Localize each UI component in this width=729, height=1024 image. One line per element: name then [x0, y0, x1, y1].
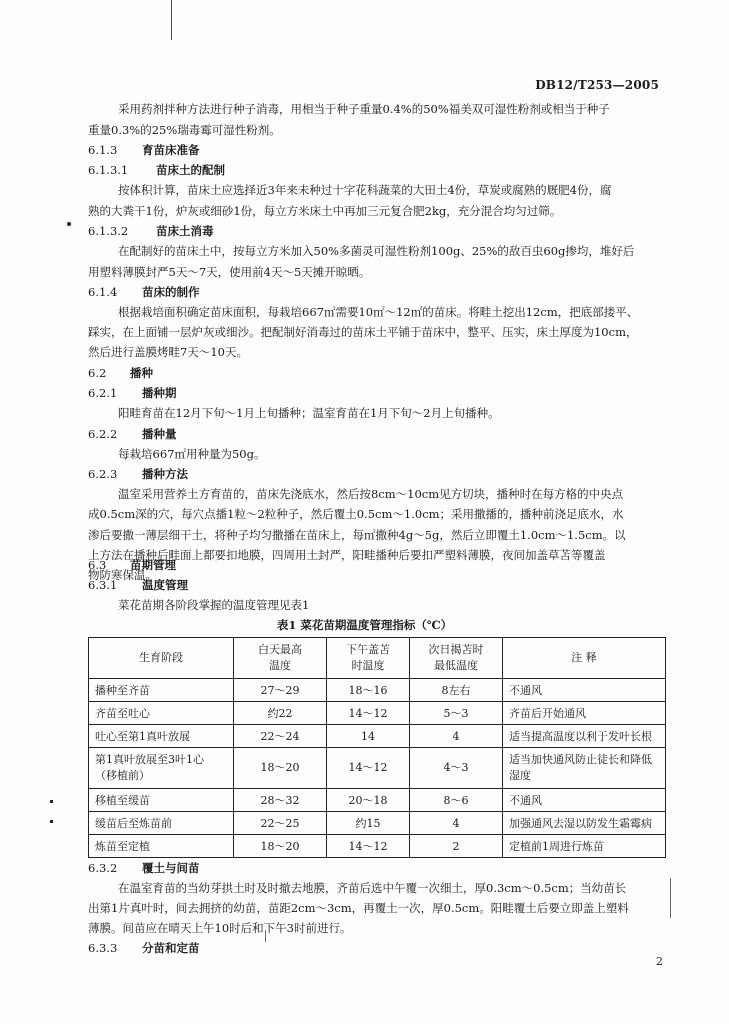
cell-day: 22～24 [234, 725, 327, 748]
paragraph-line: 然后进行盖膜烤畦7天～10天。 [88, 345, 248, 359]
section-title: 覆土与间苗 [142, 861, 200, 875]
header-label: 次日揭苫时 [428, 643, 484, 656]
section-heading-6-1-3 [88, 142, 200, 158]
paragraph-line: 每栽培667㎡用种量为50g。 [118, 447, 266, 461]
cell-note: 适当提高温度以利于发叶长根 [503, 725, 666, 748]
cell-day: 约22 [234, 702, 327, 725]
section-heading-6-1-4 [88, 284, 200, 300]
header-day-max [234, 638, 327, 679]
section-number: 6.3.2 [88, 861, 118, 875]
section-number: 6.2.2 [88, 427, 118, 441]
cell-stage-line: （移植前） [95, 769, 150, 782]
cell-day: 28～32 [234, 789, 327, 812]
section-number: 6.2.1 [88, 386, 118, 400]
cell-morning: 8～6 [410, 789, 503, 812]
table-row [89, 748, 666, 789]
paragraph-line: 阳畦育苗在12月下旬～1月上旬播种；温室育苗在1月下旬～2月上旬播种。 [118, 406, 500, 420]
page-number: 2 [656, 955, 663, 968]
header-label: 生育阶段 [139, 651, 183, 664]
paragraph-line: 温室采用营养土方育苗的，苗床先浇底水，然后按8cm～10cm见方切块，播种时在每方格的中央点 [118, 487, 624, 501]
cell-afternoon: 14～12 [327, 702, 410, 725]
header-label: 温度 [269, 659, 291, 672]
scan-dot-mark [50, 820, 53, 823]
paragraph-line: 上方法在播种后畦面上都要扣地膜，四周用土封严，阳畦播种后要扣严塑料薄膜，夜间加盖草苫等覆盖 [88, 548, 606, 562]
section-heading-6-2-2 [88, 426, 177, 442]
section-title: 播种期 [142, 386, 177, 400]
paragraph-line: 出第1片真叶时，间去拥挤的幼苗，苗距2cm～3cm，再覆土一次，厚0.5cm。阳畦覆土后要立即盖上塑料 [88, 901, 629, 915]
cell-stage: 吐心至第1真叶放展 [89, 725, 234, 748]
header-morning [410, 638, 503, 679]
section-number: 6.3.3 [88, 941, 118, 955]
section-heading-6-2-3 [88, 466, 188, 482]
table-row [89, 679, 666, 702]
section-heading-6-1-3-1 [88, 162, 225, 178]
cell-day: 22～25 [234, 812, 327, 835]
header-label: 时温度 [351, 659, 385, 672]
paragraph-line: 采用药剂拌种方法进行种子消毒，用相当于种子重量0.4%的50%福美双可湿性粉剂或相当于种子 [118, 102, 610, 116]
cell-morning: 4～3 [410, 748, 503, 789]
section-title: 苗床的制作 [142, 285, 200, 299]
cell-morning: 2 [410, 835, 503, 858]
header-note [503, 638, 666, 679]
cell-stage-line: 第1真叶放展至3叶1心 [95, 753, 204, 766]
paragraph-line: 用塑料薄膜封严5天～7天，使用前4天～5天摊开晾晒。 [88, 265, 371, 279]
paragraph-line: 熟的大粪干1份，炉灰或细砂1份，每立方米床土中再加三元复合肥2kg，充分混合均匀过筛。 [88, 204, 562, 218]
section-title: 苗期管理 [130, 558, 176, 572]
table-header-row [89, 638, 666, 679]
paragraph-line: 踩实，在上面铺一层炉灰或细沙。把配制好消毒过的苗床土平铺于苗床中，整平、压实，床土厚度为10cm， [88, 325, 638, 339]
paragraph-line: 成0.5cm深的穴，每穴点播1粒～2粒种子，然后覆土0.5cm～1.0cm；采用撒播的，播种前浇足底水，水 [88, 507, 624, 521]
paragraph-line: 按体积计算，苗床土应选择近3年来未种过十字花科蔬菜的大田土4份，草炭或腐熟的厩肥4份，腐 [118, 183, 612, 197]
cell-stage: 移植至缓苗 [89, 789, 234, 812]
paragraph-line: 渗后要撒一薄层细干土，将种子均匀撒播在苗床上，每㎡撒种4g～5g，然后立即覆土1.0cm～1.5cm。以 [88, 528, 626, 542]
table-caption: 表1 菜花苗期温度管理指标（℃） [276, 618, 453, 632]
cell-stage: 炼苗至定植 [89, 835, 234, 858]
section-heading-6-1-3-2 [88, 223, 214, 239]
section-heading-6-3-3 [88, 940, 200, 956]
section-title: 苗床土消毒 [156, 224, 214, 238]
section-title: 苗床土的配制 [156, 163, 225, 177]
paragraph-line: 薄膜。间苗应在晴天上午10时后和下午3时前进行。 [88, 921, 352, 935]
cell-afternoon: 14～12 [327, 748, 410, 789]
header-label: 白天最高 [258, 643, 302, 656]
section-title: 播种 [130, 366, 153, 380]
header-label: 最低温度 [434, 659, 478, 672]
paragraph-line: 根据栽培面积确定苗床面积，每栽培667㎡需要10㎡～12㎡的苗床。将畦土挖出12cm，把底部搂平、 [118, 305, 639, 319]
table-row [89, 789, 666, 812]
cell-afternoon: 14 [327, 725, 410, 748]
table-row [89, 835, 666, 858]
section-number: 6.1.3.1 [88, 163, 129, 177]
scan-dot-mark [50, 800, 53, 803]
section-number: 6.2 [88, 366, 107, 380]
section-number: 6.1.4 [88, 285, 118, 299]
paragraph-line: 在温室育苗的当幼芽拱土时及时撤去地膜，齐苗后选中午覆一次细土，厚0.3cm～0.5cm；当幼苗长 [118, 881, 627, 895]
section-heading-6-3 [88, 557, 176, 573]
section-number: 6.3 [88, 558, 107, 572]
section-number: 6.3.1 [88, 578, 118, 592]
table-row [89, 702, 666, 725]
cell-afternoon: 20～18 [327, 789, 410, 812]
cell-stage: 缓苗后至炼苗前 [89, 812, 234, 835]
section-title: 育苗床准备 [142, 143, 200, 157]
scan-line-mark [670, 878, 671, 918]
cell-stage [89, 748, 234, 789]
section-number: 6.2.3 [88, 467, 118, 481]
cell-afternoon: 18～16 [327, 679, 410, 702]
temperature-table [88, 637, 666, 858]
cell-afternoon: 约15 [327, 812, 410, 835]
section-heading-6-2-1 [88, 385, 177, 401]
section-heading-6-2 [88, 365, 153, 381]
section-heading-6-3-1 [88, 577, 188, 593]
cell-afternoon: 14～12 [327, 835, 410, 858]
cell-day: 27～29 [234, 679, 327, 702]
cell-note: 齐苗后开始通风 [503, 702, 666, 725]
header-afternoon [327, 638, 410, 679]
cell-morning: 8左右 [410, 679, 503, 702]
section-title: 播种方法 [142, 467, 188, 481]
section-number: 6.1.3.2 [88, 224, 129, 238]
section-number: 6.1.3 [88, 143, 118, 157]
cell-morning: 4 [410, 725, 503, 748]
paragraph-line: 重量0.3%的25%瑞毒霉可湿性粉剂。 [88, 123, 281, 137]
section-title: 分苗和定苗 [142, 941, 200, 955]
cell-morning: 5～3 [410, 702, 503, 725]
scan-dot-mark [67, 222, 71, 226]
paragraph-line: 在配制好的苗床土中，按每立方米加入50%多菌灵可湿性粉剂100g、25%的敌百虫60g掺均，堆好后 [118, 244, 635, 258]
cell-note: 加强通风去湿以防发生霜霉病 [503, 812, 666, 835]
header-label: 下午盖苫 [346, 643, 390, 656]
cell-morning: 4 [410, 812, 503, 835]
table-row [89, 812, 666, 835]
cell-stage: 齐苗至吐心 [89, 702, 234, 725]
standard-code: DB12/T253—2005 [535, 78, 659, 92]
header-stage [89, 638, 234, 679]
cell-note-line: 适当加快通风防止徒长和降低 [509, 753, 652, 766]
header-label: 注 释 [571, 651, 597, 664]
cell-stage: 播种至齐苗 [89, 679, 234, 702]
cell-note-line: 湿度 [509, 769, 531, 782]
cell-day: 18～20 [234, 748, 327, 789]
temp-intro-line: 菜花苗期各阶段掌握的温度管理见表1 [118, 598, 310, 612]
section-title: 温度管理 [142, 578, 188, 592]
cell-note [503, 748, 666, 789]
cell-note: 不通风 [503, 789, 666, 812]
table-row [89, 725, 666, 748]
paragraph-line: 物防寒保温。 [88, 568, 157, 582]
section-title: 播种量 [142, 427, 177, 441]
cell-note: 定植前1周进行炼苗 [503, 835, 666, 858]
cell-day: 18～20 [234, 835, 327, 858]
section-heading-6-3-2 [88, 860, 200, 876]
scan-line-mark [171, 0, 172, 40]
cell-note: 不通风 [503, 679, 666, 702]
